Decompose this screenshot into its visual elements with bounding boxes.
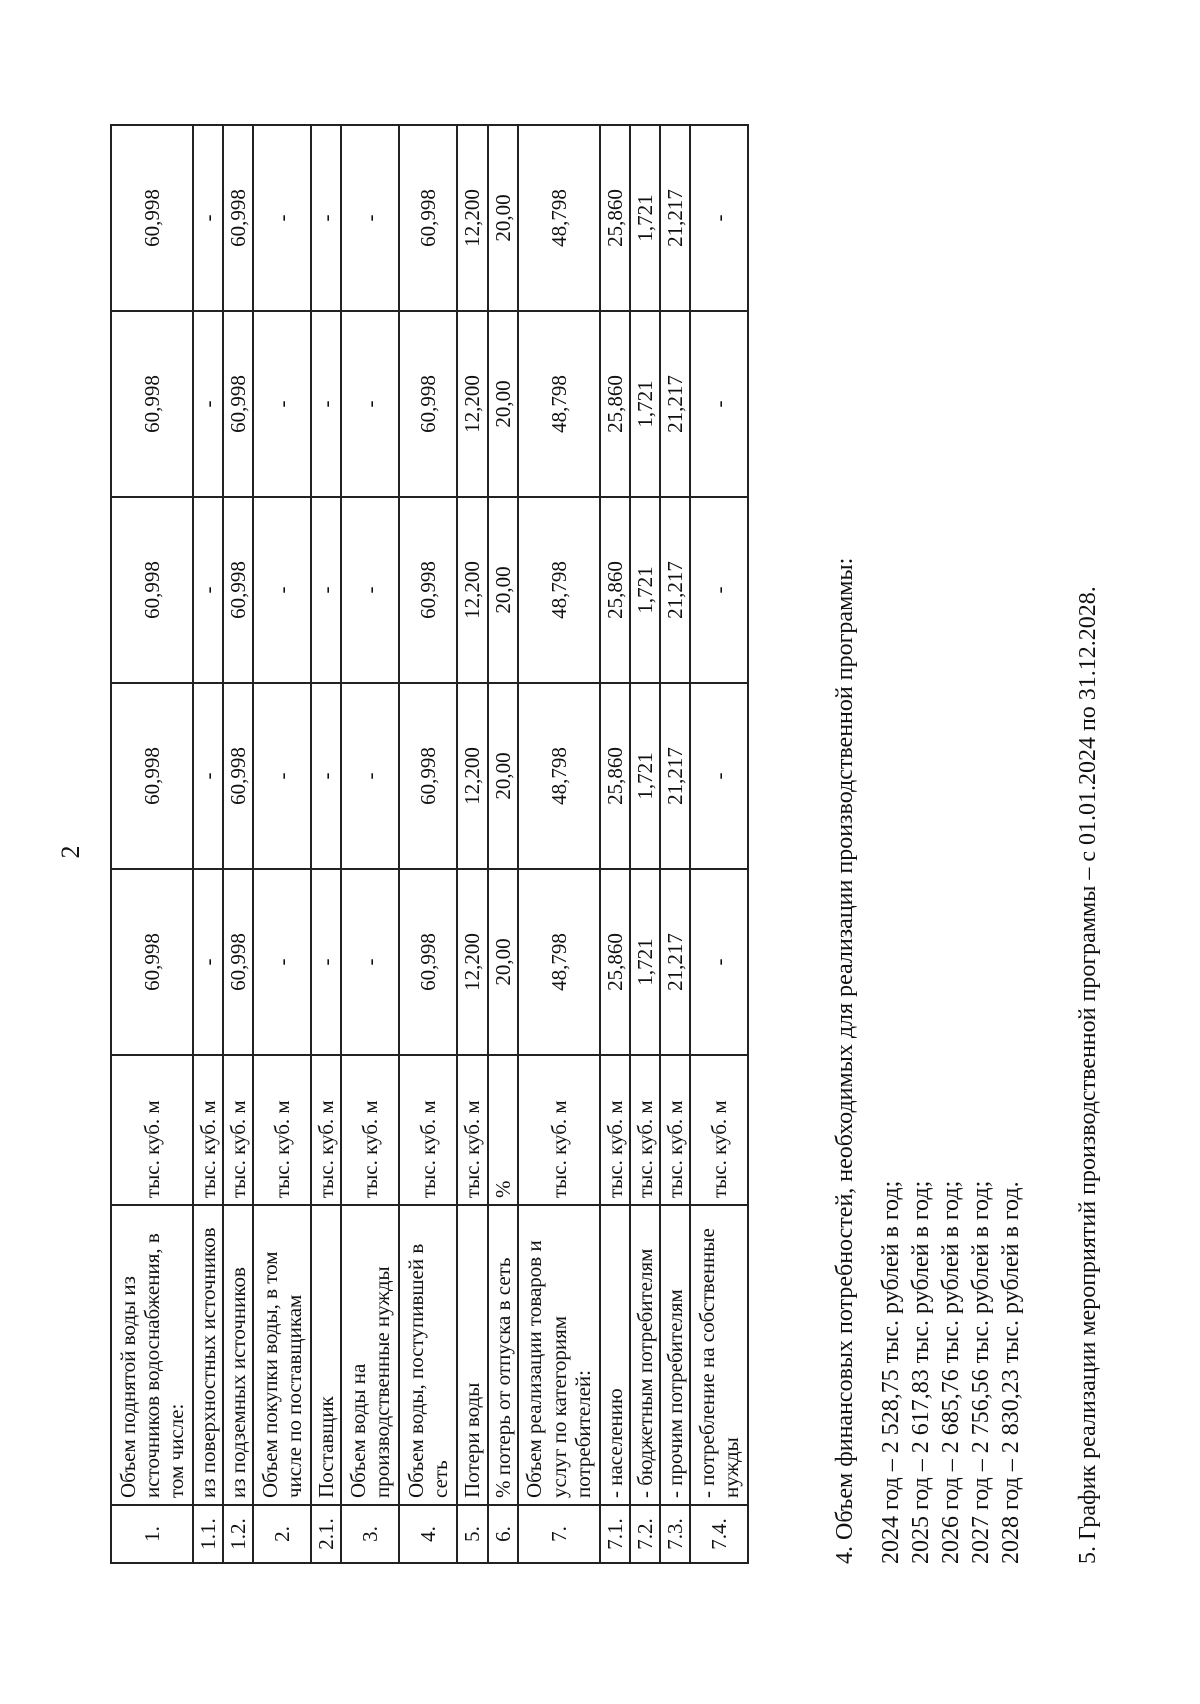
financial-year-item: 2026 год – 2 685,76 тыс. рублей в год;	[938, 1180, 964, 1564]
row-value: 25,860	[600, 683, 630, 869]
row-value: 1,721	[630, 683, 660, 869]
row-value: 1,721	[630, 311, 660, 497]
row-value: -	[341, 683, 399, 869]
row-number: 7.1.	[600, 1505, 630, 1563]
row-value: -	[690, 311, 748, 497]
row-indicator: Объем воды на производственные нужды	[341, 1205, 399, 1505]
row-value: 20,00	[488, 869, 518, 1055]
financial-year-item: 2024 год – 2 528,75 тыс. рублей в год;	[878, 1180, 904, 1564]
financial-year-item: 2025 год – 2 617,83 тыс. рублей в год;	[908, 1180, 934, 1564]
row-unit: тыс. куб. м	[457, 1055, 487, 1205]
row-value: 12,200	[457, 683, 487, 869]
row-value: 21,217	[660, 311, 690, 497]
row-value: -	[690, 497, 748, 683]
section-5-title: 5. График реализации мероприятий производственной программы – с 01.01.2024 по 31.12.2028.	[1075, 586, 1101, 1564]
table-row	[488, 125, 518, 1563]
row-value: 20,00	[488, 683, 518, 869]
row-value: 21,217	[660, 683, 690, 869]
row-number: 7.3.	[660, 1505, 690, 1563]
row-number: 4.	[399, 1505, 457, 1563]
row-number: 2.	[253, 1505, 311, 1563]
table-row	[253, 125, 311, 1563]
row-value: 60,998	[111, 497, 193, 683]
row-unit: тыс. куб. м	[630, 1055, 660, 1205]
row-value: -	[193, 869, 223, 1055]
row-value: 12,200	[457, 311, 487, 497]
row-unit: тыс. куб. м	[223, 1055, 253, 1205]
row-value: 12,200	[457, 125, 487, 311]
row-value: 48,798	[518, 683, 600, 869]
row-number: 2.1.	[311, 1505, 341, 1563]
row-indicator: Потери воды	[457, 1205, 487, 1505]
row-value: -	[341, 311, 399, 497]
row-value: 21,217	[660, 125, 690, 311]
row-value: 48,798	[518, 497, 600, 683]
row-number: 3.	[341, 1505, 399, 1563]
row-value: -	[341, 869, 399, 1055]
production-program-table	[110, 124, 749, 1564]
table-row	[457, 125, 487, 1563]
row-unit: тыс. куб. м	[193, 1055, 223, 1205]
row-unit: тыс. куб. м	[660, 1055, 690, 1205]
row-indicator: Поставщик	[311, 1205, 341, 1505]
table-row	[690, 125, 748, 1563]
row-value: 1,721	[630, 497, 660, 683]
row-unit: тыс. куб. м	[518, 1055, 600, 1205]
row-unit: тыс. куб. м	[399, 1055, 457, 1205]
row-value: 60,998	[111, 311, 193, 497]
financial-needs-list	[876, 1181, 1026, 1564]
row-value: -	[341, 497, 399, 683]
row-value: 25,860	[600, 869, 630, 1055]
row-value: -	[311, 869, 341, 1055]
table-row	[193, 125, 223, 1563]
row-indicator: - прочим потребителям	[660, 1205, 690, 1505]
page-number: 2	[56, 845, 85, 859]
row-number: 7.	[518, 1505, 600, 1563]
row-value: 60,998	[399, 311, 457, 497]
row-number: 1.2.	[223, 1505, 253, 1563]
table-row	[600, 125, 630, 1563]
row-indicator: из поверхностных источников	[193, 1205, 223, 1505]
row-value: 20,00	[488, 497, 518, 683]
financial-year-item: 2028 год – 2 830,23 тыс. рублей в год.	[998, 1181, 1024, 1564]
row-value: 60,998	[399, 497, 457, 683]
row-value: 1,721	[630, 869, 660, 1055]
table-row	[399, 125, 457, 1563]
row-value: -	[193, 683, 223, 869]
row-value: -	[311, 497, 341, 683]
row-value: -	[253, 683, 311, 869]
row-value: 60,998	[223, 497, 253, 683]
row-value: -	[341, 125, 399, 311]
row-value: 48,798	[518, 869, 600, 1055]
row-unit: %	[488, 1055, 518, 1205]
row-value: -	[311, 311, 341, 497]
row-value: -	[253, 311, 311, 497]
section-4-title: 4. Объем финансовых потребностей, необходимых для реализации производственной программы:	[832, 557, 858, 1564]
table-row	[223, 125, 253, 1563]
row-value: 60,998	[223, 125, 253, 311]
row-value: 1,721	[630, 125, 660, 311]
table-row	[111, 125, 193, 1563]
row-value: -	[690, 869, 748, 1055]
row-value: -	[311, 683, 341, 869]
row-unit: тыс. куб. м	[111, 1055, 193, 1205]
row-value: 25,860	[600, 497, 630, 683]
row-number: 7.4.	[690, 1505, 748, 1563]
row-indicator: Объем реализации товаров и услуг по категориям потребителей:	[518, 1205, 600, 1505]
row-indicator: - потребление на собственные нужды	[690, 1205, 748, 1505]
row-value: 60,998	[399, 869, 457, 1055]
row-value: 25,860	[600, 125, 630, 311]
row-number: 7.2.	[630, 1505, 660, 1563]
row-indicator: - бюджетным потребителям	[630, 1205, 660, 1505]
row-value: 25,860	[600, 311, 630, 497]
row-value: 12,200	[457, 497, 487, 683]
row-value: 60,998	[111, 125, 193, 311]
row-value: 60,998	[111, 683, 193, 869]
row-value: 20,00	[488, 125, 518, 311]
row-value: 60,998	[223, 869, 253, 1055]
row-unit: тыс. куб. м	[690, 1055, 748, 1205]
row-unit: тыс. куб. м	[311, 1055, 341, 1205]
row-unit: тыс. куб. м	[341, 1055, 399, 1205]
row-value: 48,798	[518, 311, 600, 497]
row-indicator: Объем воды, поступившей в сеть	[399, 1205, 457, 1505]
row-value: -	[690, 683, 748, 869]
row-value: -	[193, 125, 223, 311]
row-value: -	[193, 311, 223, 497]
table-row	[518, 125, 600, 1563]
row-value: 60,998	[399, 125, 457, 311]
row-indicator: Объем покупки воды, в том числе по поставщикам	[253, 1205, 311, 1505]
row-number: 1.1.	[193, 1505, 223, 1563]
row-value: 60,998	[399, 683, 457, 869]
row-value: 60,998	[223, 311, 253, 497]
row-value: -	[690, 125, 748, 311]
table-row	[311, 125, 341, 1563]
row-indicator: % потерь от отпуска в сеть	[488, 1205, 518, 1505]
row-value: -	[193, 497, 223, 683]
row-value: -	[311, 125, 341, 311]
row-value: -	[253, 869, 311, 1055]
row-indicator: - населению	[600, 1205, 630, 1505]
row-value: 21,217	[660, 497, 690, 683]
table-row	[630, 125, 660, 1563]
row-indicator: из подземных источников	[223, 1205, 253, 1505]
row-value: 12,200	[457, 869, 487, 1055]
table-row	[341, 125, 399, 1563]
row-value: 20,00	[488, 311, 518, 497]
row-value: 60,998	[111, 869, 193, 1055]
row-value: 21,217	[660, 869, 690, 1055]
financial-year-item: 2027 год – 2 756,56 тыс. рублей в год;	[968, 1180, 994, 1564]
table-row	[660, 125, 690, 1563]
row-value: -	[253, 497, 311, 683]
row-number: 6.	[488, 1505, 518, 1563]
row-unit: тыс. куб. м	[253, 1055, 311, 1205]
row-indicator: Объем поднятой воды из источников водоснабжения, в том числе:	[111, 1205, 193, 1505]
row-value: 60,998	[223, 683, 253, 869]
row-unit: тыс. куб. м	[600, 1055, 630, 1205]
row-value: 48,798	[518, 125, 600, 311]
row-number: 1.	[111, 1505, 193, 1563]
row-value: -	[253, 125, 311, 311]
row-number: 5.	[457, 1505, 487, 1563]
